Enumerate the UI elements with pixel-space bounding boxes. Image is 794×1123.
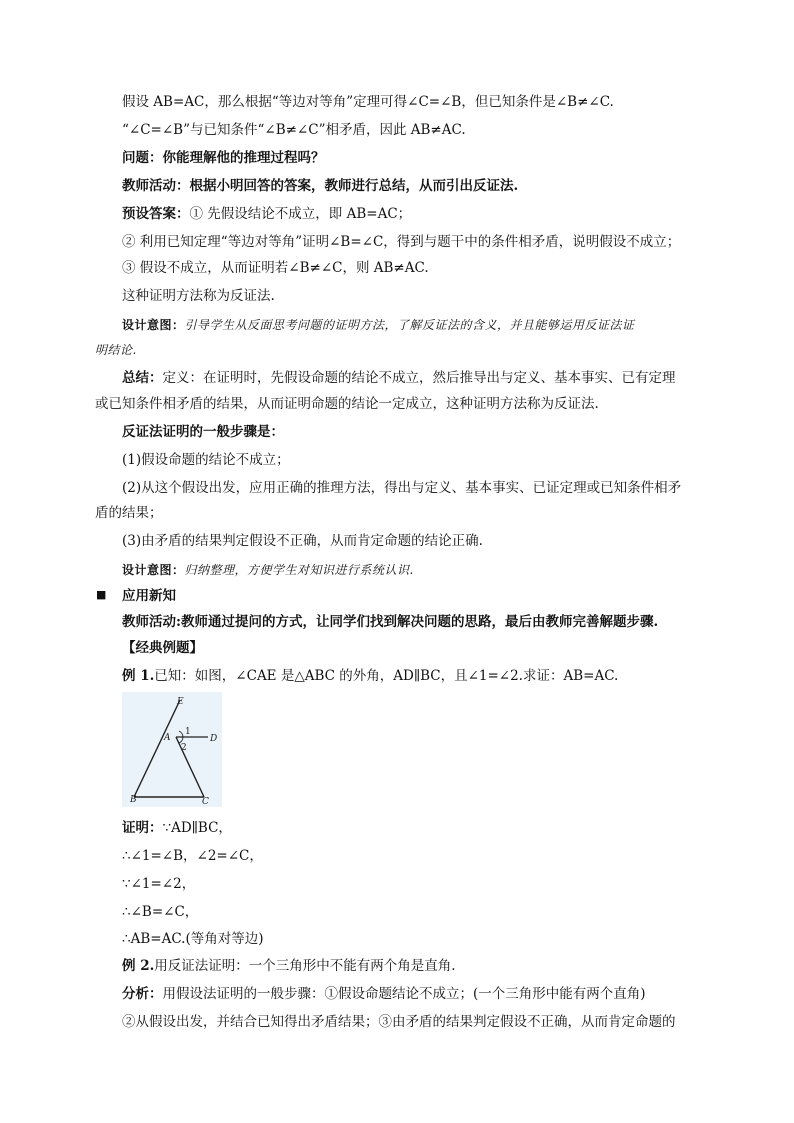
label-e: E [177, 697, 184, 707]
example-2-line [122, 956, 456, 976]
proof-label: 证明： [122, 820, 163, 836]
design-intent-label: 设计意图： [122, 318, 185, 332]
proof-text: ∵AD∥BC， [162, 820, 232, 836]
preset-answer-label: 预设答案： [122, 206, 190, 222]
step-item: (3)由矛盾的结果判定假设不正确，从而肯定命题的结论正确. [122, 533, 483, 549]
angle-1-arc [179, 731, 183, 737]
design-intent-line [122, 315, 635, 335]
proof-line: ∴AB=AC.(等角对等边) [122, 931, 264, 947]
label-b: B [130, 795, 137, 805]
text-line: ②从假设出发，并结合已知得出矛盾结果；③由矛盾的结果判定假设不正确，从而肯定命题的 [122, 1014, 676, 1030]
example-1-text: 已知：如图，∠CAE 是△ABC 的外角，AD∥BC，且∠1=∠2.求证：AB=AC. [154, 668, 619, 684]
section-heading: 应用新知 [122, 588, 176, 604]
text-line: 明结论. [95, 343, 137, 357]
proof-line: ∵∠1=∠2， [122, 876, 196, 892]
analysis-text: 用假设法证明的一般步骤：①假设命题结论不成立；(一个三角形中能有两个直角) [162, 986, 646, 1002]
teacher-activity-line: 教师活动:教师通过提问的方式，让同学们找到解决问题的思路，最后由教师完善解题步骤. [122, 614, 659, 630]
label-a: A [164, 733, 171, 743]
steps-heading: 反证法证明的一般步骤是： [122, 424, 284, 440]
text-line: 或已知条件相矛盾的结果，从而证明命题的结论一定成立，这种证明方法称为反证法. [95, 396, 599, 412]
summary-line [122, 368, 676, 388]
segment-be [134, 700, 180, 797]
text-line: 盾的结果； [95, 505, 163, 521]
proof-line: ∴∠1=∠B，∠2=∠C， [122, 848, 263, 864]
label-angle-1: 1 [185, 727, 191, 737]
step-item: (1)假设命题的结论不成立； [122, 452, 290, 468]
teacher-activity-line: 教师活动：根据小明回答的答案，教师进行总结，从而引出反证法. [122, 178, 519, 194]
question-line: 问题：你能理解他的推理过程吗？ [122, 150, 325, 166]
example-1-label: 例 1. [122, 668, 155, 684]
proof-line: ∴∠B=∠C， [122, 904, 199, 920]
summary-text: 定义：在证明时，先假设命题的结论不成立，然后推导出与定义、基本事实、已有定理 [162, 370, 676, 386]
text-line: “∠C=∠B”与已知条件“∠B≠∠C”相矛盾，因此 AB≠AC. [122, 122, 466, 138]
text-line: 假设 AB=AC，那么根据“等边对等角”定理可得∠C=∠B，但已知条件是∠B≠∠C. [122, 94, 614, 110]
example-heading: 【经典例题】 [122, 640, 203, 656]
step-item: (2)从这个假设出发，应用正确的推理方法，得出与定义、基本事实、已证定理或已知条件相矛 [122, 480, 682, 496]
analysis-line [122, 984, 646, 1004]
example-2-label: 例 2. [122, 958, 155, 974]
design-intent-text: 归纳整理，方便学生对知识进行系统认识. [184, 563, 414, 577]
analysis-label: 分析： [122, 986, 163, 1002]
preset-answer-line [122, 204, 411, 224]
proof-line [122, 818, 232, 838]
text-line: 这种证明方法称为反证法. [122, 288, 275, 304]
design-intent-line [122, 560, 414, 580]
summary-label: 总结： [122, 370, 163, 386]
label-d: D [210, 734, 218, 744]
label-c: C [202, 797, 209, 807]
preset-answer-text: ① 先假设结论不成立，即 AB=AC； [189, 206, 412, 222]
text-line: ② 利用已知定理“等边对等角”证明∠B=∠C，得到与题干中的条件相矛盾，说明假设不成立； [122, 234, 681, 250]
bullet-icon: ■ [96, 588, 107, 601]
example-2-text: 用反证法证明：一个三角形中不能有两个角是直角. [154, 958, 456, 974]
triangle-figure [122, 692, 222, 807]
design-intent-label: 设计意图： [122, 563, 185, 577]
text-line: ③ 假设不成立，从而证明若∠B≠∠C，则 AB≠AC. [122, 260, 429, 276]
design-intent-text: 引导学生从反面思考问题的证明方法，了解反证法的含义，并且能够运用反证法证 [184, 318, 635, 332]
label-angle-2: 2 [181, 743, 187, 753]
example-1-line [122, 666, 618, 686]
